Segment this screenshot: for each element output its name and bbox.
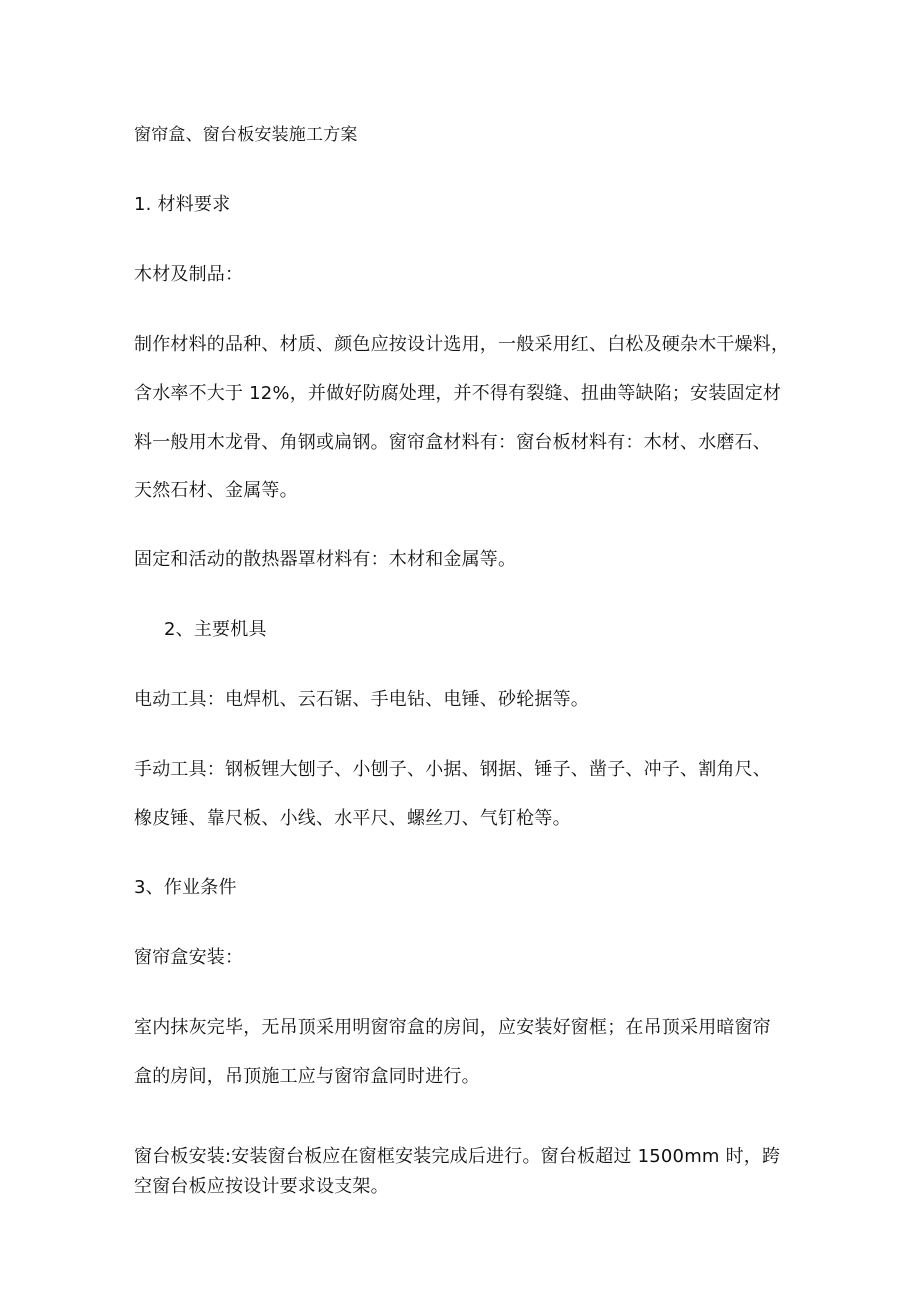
materials-paragraph-line: 制作材料的品种、材质、颜色应按设计选用，一般采用红、白松及硬杂木干燥料， <box>134 334 790 355</box>
manual-tools-line: 手动工具：钢板锂大刨子、小刨子、小据、钢据、锤子、凿子、冲子、割角尺、 <box>134 759 771 780</box>
section3-sub-heading: 窗帘盒安装： <box>134 947 244 968</box>
curtain-box-condition-line: 盒的房间，吊顶施工应与窗帘盒同时进行。 <box>134 1066 480 1087</box>
document-title: 窗帘盒、窗台板安装施工方案 <box>134 125 358 145</box>
section1-sub-heading: 木材及制品： <box>134 264 244 285</box>
sill-board-condition-line: 空窗台板应按设计要求设支架。 <box>134 1176 389 1197</box>
sill-board-condition-line: 窗台板安装:安装窗台板应在窗框安装完成后进行。窗台板超过 1500mm 时，跨 <box>134 1146 781 1167</box>
section3-heading: 3、作业条件 <box>134 877 237 898</box>
manual-tools-line: 橡皮锤、靠尺板、小线、水平尺、螺丝刀、气钉枪等。 <box>134 808 571 829</box>
materials-paragraph-line: 含水率不大于 12%，并做好防腐处理，并不得有裂缝、扭曲等缺陷；安装固定材 <box>134 383 782 404</box>
materials-paragraph-line: 料一般用木龙骨、角钢或扁钢。窗帘盒材料有：窗台板材料有：木材、水磨石、 <box>134 432 771 453</box>
curtain-box-condition-line: 室内抹灰完毕，无吊顶采用明窗帘盒的房间，应安装好窗框；在吊顶采用暗窗帘 <box>134 1017 771 1038</box>
radiator-materials-text: 固定和活动的散热器罩材料有：木材和金属等。 <box>134 549 517 570</box>
section2-heading: 2、主要机具 <box>164 619 267 640</box>
electric-tools-text: 电动工具：电焊机、云石锯、手电钻、电锤、砂轮据等。 <box>134 689 589 710</box>
materials-paragraph-line: 天然石材、金属等。 <box>134 480 298 501</box>
section1-heading: 1. 材料要求 <box>134 194 231 215</box>
